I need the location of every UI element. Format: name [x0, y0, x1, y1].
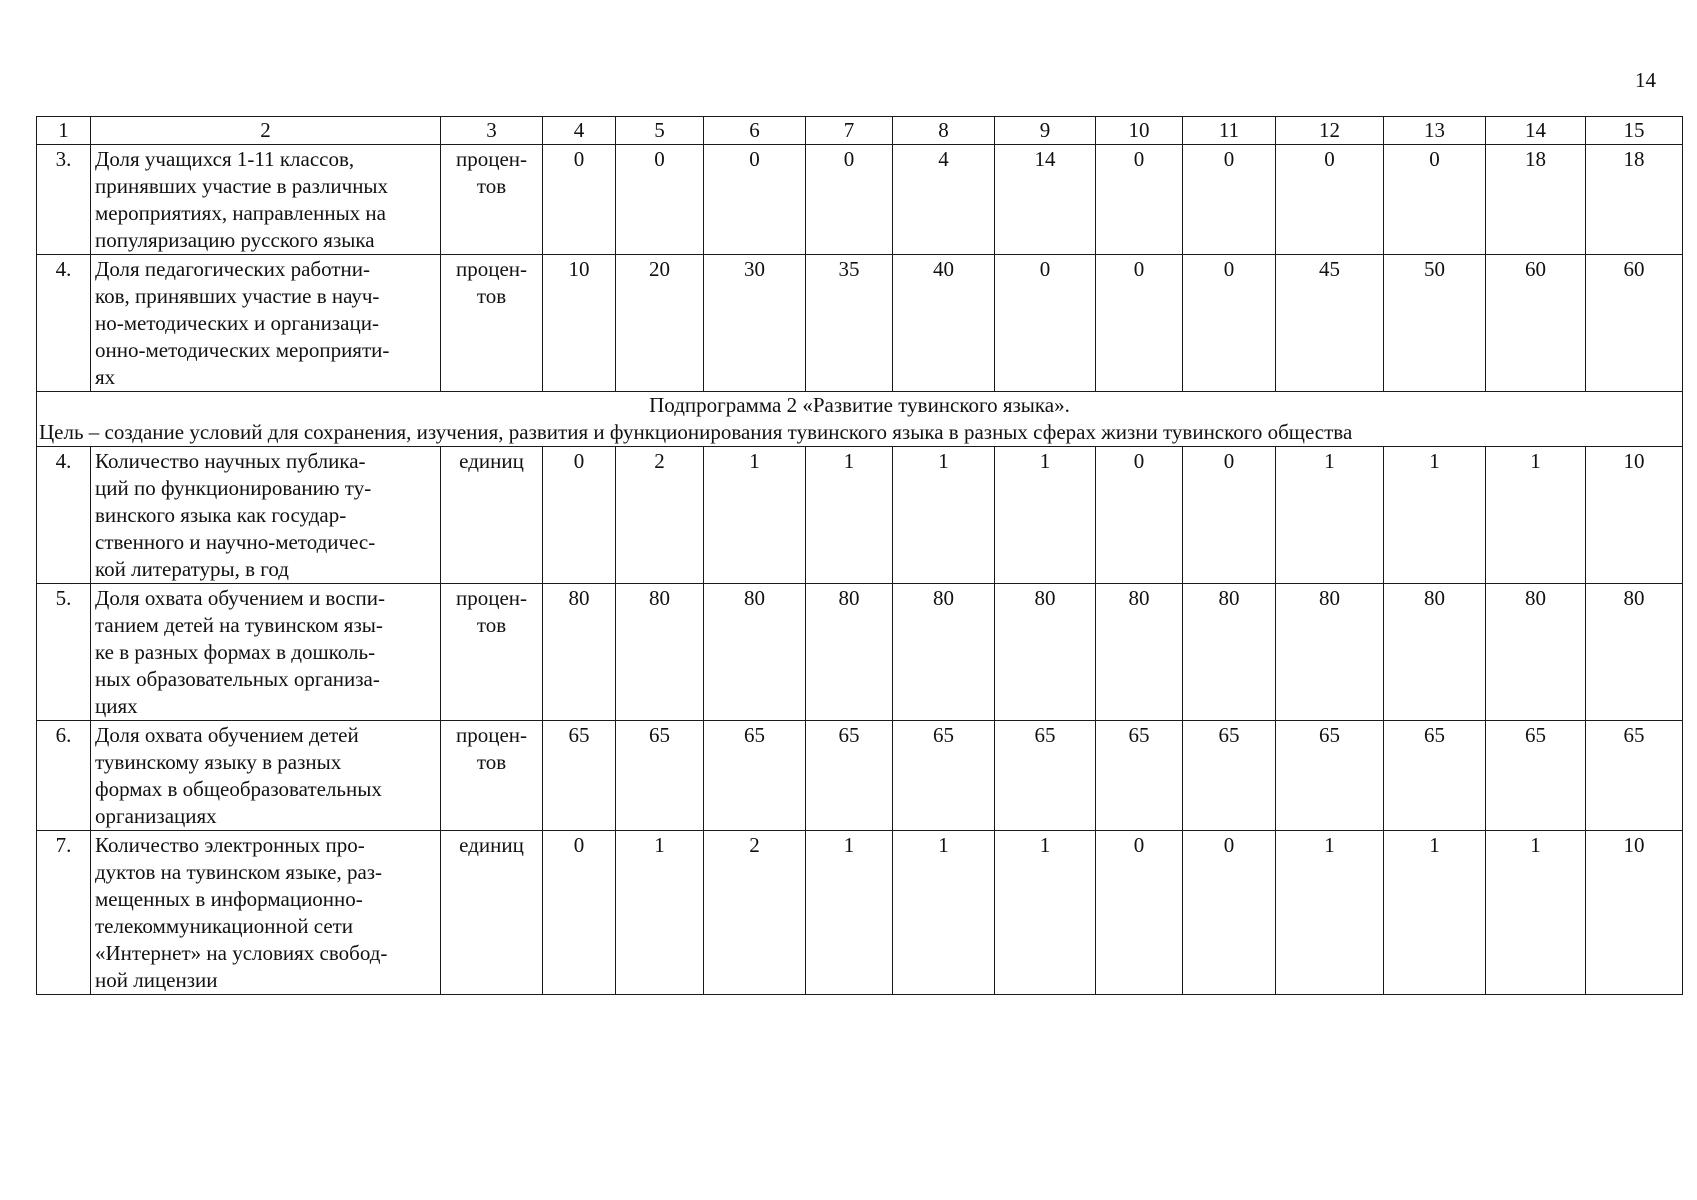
value-cell: 1	[893, 447, 995, 584]
value-cell: 65	[1586, 721, 1683, 831]
value-cell: 65	[543, 721, 616, 831]
indicator-name	[91, 447, 441, 584]
value-cell: 0	[1276, 145, 1384, 255]
indicator-name-line: Доля охвата обучением детей	[95, 723, 359, 747]
value-cell: 80	[995, 584, 1096, 721]
value-cell: 65	[893, 721, 995, 831]
value-cell: 80	[704, 584, 806, 721]
value-cell: 0	[543, 145, 616, 255]
value-cell: 0	[543, 447, 616, 584]
header-cell: 9	[995, 117, 1096, 145]
header-cell: 1	[37, 117, 91, 145]
table-row	[37, 721, 1683, 831]
indicator-name-line: тувинскому языку в разных	[95, 750, 342, 774]
indicator-name-line: организациях	[95, 804, 217, 828]
indicator-name-line: ций по функционированию ту-	[95, 476, 372, 500]
value-cell: 0	[543, 831, 616, 995]
value-cell: 80	[1486, 584, 1586, 721]
indicator-name-line: Доля учащихся 1-11 классов,	[95, 147, 355, 171]
unit-cell	[441, 255, 543, 392]
subprogram-title: Подпрограмма 2 «Развитие тувинского языка».	[649, 393, 1070, 417]
value-cell: 2	[704, 831, 806, 995]
value-cell: 0	[1183, 831, 1276, 995]
table-row	[37, 255, 1683, 392]
value-cell: 80	[806, 584, 893, 721]
indicator-name	[91, 145, 441, 255]
table-row	[37, 447, 1683, 584]
table-row	[37, 145, 1683, 255]
header-cell: 11	[1183, 117, 1276, 145]
value-cell: 80	[616, 584, 704, 721]
row-number: 5.	[37, 584, 91, 721]
value-cell: 80	[1384, 584, 1486, 721]
indicator-name	[91, 721, 441, 831]
row-number: 3.	[37, 145, 91, 255]
indicator-name-line: кой литературы, в год	[95, 557, 289, 581]
value-cell: 18	[1586, 145, 1683, 255]
value-cell: 80	[1183, 584, 1276, 721]
table-row	[37, 584, 1683, 721]
indicator-name-line: ков, принявших участие в науч-	[95, 284, 380, 308]
header-cell: 8	[893, 117, 995, 145]
indicator-name-line: танием детей на тувинском язы-	[95, 613, 383, 637]
value-cell: 1	[995, 831, 1096, 995]
value-cell: 0	[1096, 831, 1183, 995]
header-cell: 10	[1096, 117, 1183, 145]
value-cell: 65	[995, 721, 1096, 831]
unit-line: тов	[476, 174, 507, 198]
unit-cell	[441, 145, 543, 255]
indicator-name-line: Доля педагогических работни-	[95, 257, 370, 281]
value-cell: 65	[704, 721, 806, 831]
header-cell: 4	[543, 117, 616, 145]
unit-line: единиц	[459, 833, 524, 857]
value-cell: 80	[1096, 584, 1183, 721]
table-row	[37, 831, 1683, 995]
unit-line: единиц	[459, 449, 524, 473]
indicator-name-line: винского языка как государ-	[95, 503, 347, 527]
indicator-name-line: формах в общеобразовательных	[95, 777, 382, 801]
value-cell: 0	[704, 145, 806, 255]
value-cell: 65	[1183, 721, 1276, 831]
value-cell: 40	[893, 255, 995, 392]
indicator-name-line: но-методических и организаци-	[95, 311, 379, 335]
indicator-name-line: Количество электронных про-	[95, 833, 365, 857]
header-cell: 5	[616, 117, 704, 145]
value-cell: 0	[1183, 447, 1276, 584]
value-cell: 1	[1276, 447, 1384, 584]
indicator-name-line: ных образовательных организа-	[95, 667, 380, 691]
indicator-name-line: Доля охвата обучением и воспи-	[95, 586, 386, 610]
value-cell: 14	[995, 145, 1096, 255]
value-cell: 0	[1096, 255, 1183, 392]
value-cell: 0	[1096, 145, 1183, 255]
value-cell: 1	[893, 831, 995, 995]
subprogram-section-row	[37, 392, 1683, 447]
value-cell: 1	[806, 447, 893, 584]
value-cell: 35	[806, 255, 893, 392]
value-cell: 1	[806, 831, 893, 995]
unit-cell	[441, 447, 543, 584]
indicator-name-line: дуктов на тувинском языке, раз-	[95, 860, 383, 884]
value-cell: 1	[1486, 447, 1586, 584]
value-cell: 65	[1384, 721, 1486, 831]
subprogram-goal: Цель – создание условий для сохранения, изучения, развития и функционирования тувинского языка в разных сферах жизни тувинского общества	[39, 420, 1353, 444]
value-cell: 1	[704, 447, 806, 584]
unit-line: тов	[476, 284, 507, 308]
unit-line: тов	[476, 613, 507, 637]
value-cell: 1	[616, 831, 704, 995]
value-cell: 60	[1486, 255, 1586, 392]
indicator-name-line: ной лицензии	[95, 968, 218, 992]
value-cell: 1	[1276, 831, 1384, 995]
value-cell: 2	[616, 447, 704, 584]
value-cell: 80	[543, 584, 616, 721]
indicator-name-line: телекоммуникационной сети	[95, 914, 354, 938]
value-cell: 0	[1096, 447, 1183, 584]
header-cell: 3	[441, 117, 543, 145]
header-cell: 7	[806, 117, 893, 145]
unit-line: тов	[476, 750, 507, 774]
unit-cell	[441, 584, 543, 721]
unit-line: процен-	[455, 257, 528, 281]
value-cell: 65	[1096, 721, 1183, 831]
value-cell: 65	[1486, 721, 1586, 831]
unit-line: процен-	[455, 147, 528, 171]
indicator-name	[91, 255, 441, 392]
indicator-name-line: ке в разных формах в дошколь-	[95, 640, 376, 664]
header-cell: 15	[1586, 117, 1683, 145]
header-cell: 2	[91, 117, 441, 145]
value-cell: 65	[806, 721, 893, 831]
value-cell: 20	[616, 255, 704, 392]
page-number: 14	[1635, 68, 1656, 92]
row-number: 6.	[37, 721, 91, 831]
row-number: 4.	[37, 255, 91, 392]
subprogram-section-cell	[37, 392, 1683, 447]
header-cell: 12	[1276, 117, 1384, 145]
value-cell: 10	[543, 255, 616, 392]
header-cell: 6	[704, 117, 806, 145]
value-cell: 80	[1586, 584, 1683, 721]
value-cell: 1	[1384, 447, 1486, 584]
value-cell: 60	[1586, 255, 1683, 392]
value-cell: 80	[1276, 584, 1384, 721]
header-row	[37, 117, 1683, 145]
value-cell: 45	[1276, 255, 1384, 392]
header-cell: 14	[1486, 117, 1586, 145]
value-cell: 0	[1384, 145, 1486, 255]
indicator-name	[91, 831, 441, 995]
value-cell: 1	[995, 447, 1096, 584]
value-cell: 1	[1486, 831, 1586, 995]
indicator-name-line: популяризацию русского языка	[95, 228, 375, 252]
value-cell: 18	[1486, 145, 1586, 255]
unit-line: процен-	[455, 586, 528, 610]
value-cell: 0	[995, 255, 1096, 392]
value-cell: 65	[1276, 721, 1384, 831]
indicator-name-line: циях	[95, 694, 138, 718]
indicator-name-line: онно-методических мероприяти-	[95, 338, 390, 362]
row-number: 7.	[37, 831, 91, 995]
value-cell: 80	[893, 584, 995, 721]
indicator-name-line: ях	[95, 365, 116, 389]
value-cell: 0	[1183, 255, 1276, 392]
value-cell: 1	[1384, 831, 1486, 995]
value-cell: 4	[893, 145, 995, 255]
row-number: 4.	[37, 447, 91, 584]
indicator-name-line: мероприятиях, направленных на	[95, 201, 386, 225]
indicator-name-line: мещенных в информационно-	[95, 887, 363, 911]
indicator-name-line: ственного и научно-методичес-	[95, 530, 376, 554]
value-cell: 10	[1586, 831, 1683, 995]
value-cell: 0	[806, 145, 893, 255]
value-cell: 10	[1586, 447, 1683, 584]
value-cell: 0	[1183, 145, 1276, 255]
indicator-name-line: Количество научных публика-	[95, 449, 366, 473]
indicator-name-line: «Интернет» на условиях свобод-	[95, 941, 388, 965]
indicators-table	[36, 116, 1683, 995]
unit-cell	[441, 831, 543, 995]
value-cell: 50	[1384, 255, 1486, 392]
indicator-name	[91, 584, 441, 721]
value-cell: 65	[616, 721, 704, 831]
indicator-name-line: принявших участие в различных	[95, 174, 389, 198]
unit-cell	[441, 721, 543, 831]
value-cell: 30	[704, 255, 806, 392]
header-cell: 13	[1384, 117, 1486, 145]
value-cell: 0	[616, 145, 704, 255]
unit-line: процен-	[455, 723, 528, 747]
